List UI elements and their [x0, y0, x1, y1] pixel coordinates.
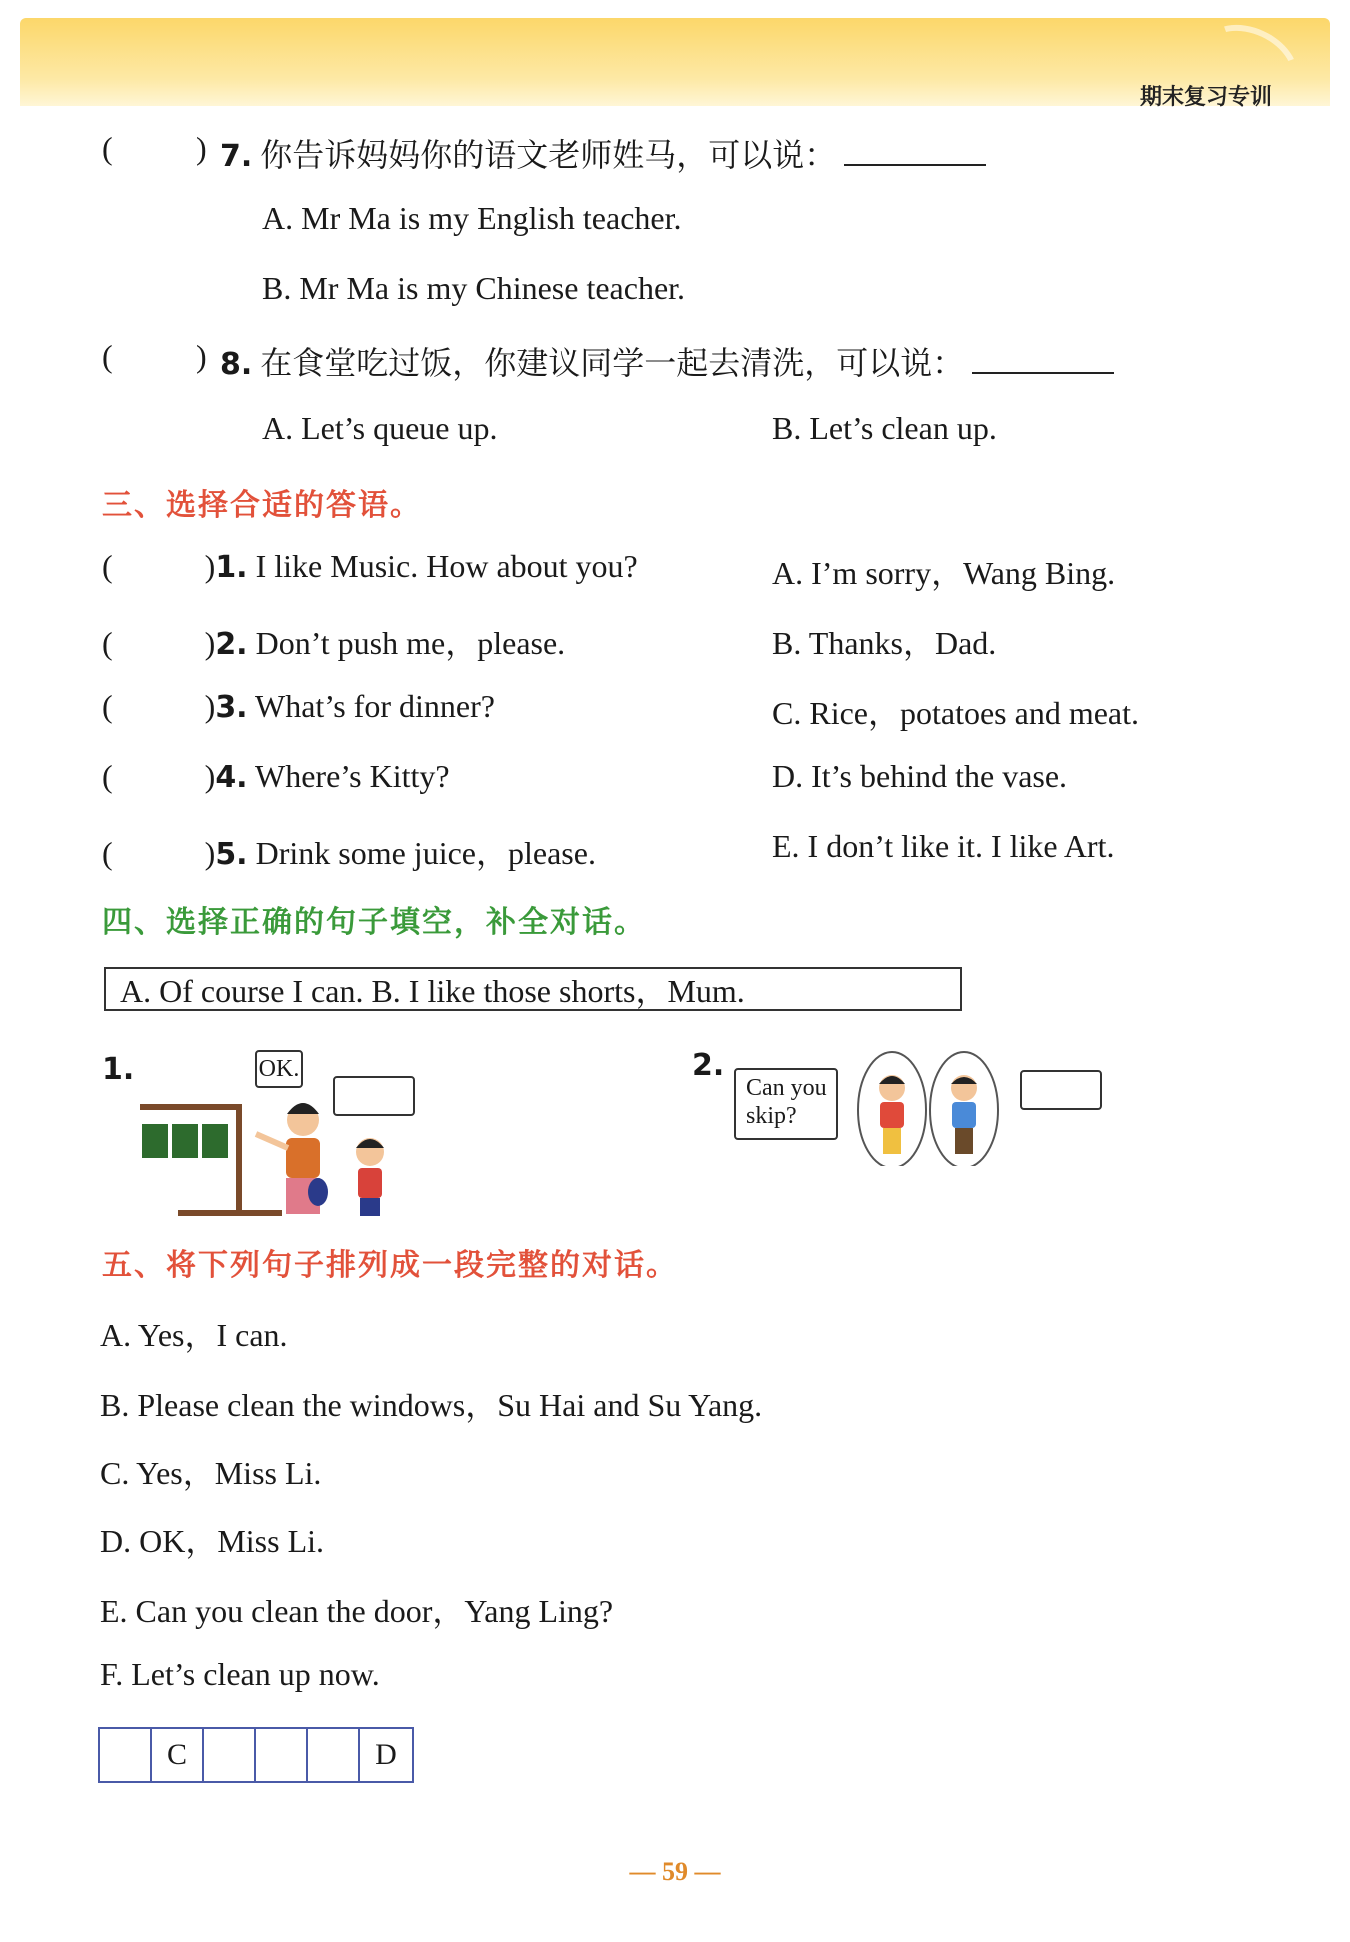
- s3-answer-b: B. Thanks，Dad.: [772, 625, 997, 661]
- section-3-title: 三、选择合适的答语。: [102, 488, 422, 523]
- question-number: 3.: [215, 690, 248, 725]
- question-text: 你告诉妈妈你的语文老师姓马，可以说：: [260, 137, 837, 173]
- empty-speech-bubble[interactable]: [333, 1076, 415, 1116]
- page-number: — 59 —: [629, 1857, 721, 1886]
- s3-answer-e: E. I don’t like it. I like Art.: [772, 828, 1115, 864]
- order-cell-5[interactable]: [308, 1729, 360, 1781]
- shorts-icon: [202, 1124, 228, 1158]
- question-text: Don’t push me，please.: [255, 625, 566, 661]
- girl-shorts: [883, 1128, 901, 1154]
- question-number: 7.: [220, 139, 253, 174]
- q8-option-b: B. Let’s clean up.: [772, 410, 997, 446]
- dialogue-line-c: C. Yes，Miss Li.: [100, 1455, 322, 1491]
- answer-paren-open: (: [102, 130, 113, 166]
- boy-shirt: [952, 1102, 976, 1128]
- figure-2-illustration: [850, 1048, 1010, 1166]
- s3-question-1: ( )1. I like Music. How about you?: [102, 548, 638, 585]
- question-number: 1.: [215, 550, 248, 585]
- dialogue-line-d: D. OK，Miss Li.: [100, 1523, 325, 1559]
- question-7: [220, 130, 986, 176]
- section-5-title: 五、将下列句子排列成一段完整的对话。: [102, 1248, 678, 1283]
- s3-answer-a: A. I’m sorry，Wang Bing.: [772, 555, 1116, 591]
- mother-hair: [287, 1103, 319, 1114]
- question-8: [220, 338, 1114, 384]
- answer-blank[interactable]: [972, 344, 1114, 374]
- s3-question-5: ( )5. Drink some juice，please.: [102, 835, 596, 872]
- speech-bubble-can-you-skip: [734, 1068, 838, 1140]
- figure-1-label: 1.: [102, 1052, 135, 1087]
- clothes-rack-bar: [140, 1104, 236, 1110]
- dialogue-line-b: B. Please clean the windows，Su Hai and Su Yang.: [100, 1387, 763, 1423]
- q7-option-b: B. Mr Ma is my Chinese teacher.: [262, 270, 686, 306]
- clothes-rack-post: [236, 1104, 242, 1216]
- order-cell-4[interactable]: [256, 1729, 308, 1781]
- answer-paren-close: ): [196, 338, 207, 374]
- child-hair: [356, 1139, 384, 1148]
- answer-blank[interactable]: [844, 136, 986, 166]
- child-shirt: [358, 1168, 382, 1198]
- s3-answer-d: D. It’s behind the vase.: [772, 758, 1068, 794]
- shorts-icon: [172, 1124, 198, 1158]
- mother-shirt: [286, 1138, 320, 1178]
- shorts-icon: [142, 1124, 168, 1158]
- s3-question-2: ( )2. Don’t push me，please.: [102, 625, 566, 662]
- question-number: 2.: [215, 627, 248, 662]
- empty-speech-bubble[interactable]: [1020, 1070, 1102, 1110]
- boy-shorts: [955, 1128, 973, 1154]
- answer-paren-open: (: [102, 338, 113, 374]
- order-cell-6[interactable]: D: [375, 1738, 397, 1771]
- question-number: 8.: [220, 347, 253, 382]
- figure-2-label: 2.: [692, 1048, 725, 1083]
- bubble-line-2: skip?: [746, 1103, 797, 1129]
- pointing-arm: [256, 1134, 288, 1148]
- header-title: 期末复习专训: [1139, 85, 1272, 110]
- question-text: I like Music. How about you?: [255, 548, 638, 584]
- girl-hair: [879, 1076, 905, 1084]
- dialogue-line-e: E. Can you clean the door，Yang Ling?: [100, 1593, 614, 1629]
- order-cell-2[interactable]: C: [152, 1729, 204, 1781]
- handbag: [308, 1178, 328, 1206]
- boy-hair: [951, 1077, 977, 1084]
- question-text: 在食堂吃过饭，你建议同学一起去清洗，可以说：: [260, 345, 965, 381]
- section-4-title: 四、选择正确的句子填空，补全对话。: [102, 905, 646, 940]
- question-text: Drink some juice，please.: [255, 835, 596, 871]
- speech-bubble-ok: OK.: [255, 1050, 303, 1088]
- order-cell-1[interactable]: [100, 1729, 152, 1781]
- header-banner: [20, 18, 1330, 110]
- question-text: What’s for dinner?: [255, 688, 495, 724]
- child-shorts: [360, 1198, 380, 1216]
- question-number: 4.: [215, 760, 248, 795]
- question-number: 5.: [215, 837, 248, 872]
- bubble-line-1: Can you: [746, 1075, 827, 1101]
- dialogue-line-a: A. Yes，I can.: [100, 1317, 288, 1353]
- s3-question-4: ( )4. Where’s Kitty?: [102, 758, 450, 795]
- answer-paren-close: ): [196, 130, 207, 166]
- sentence-choices-box: A. Of course I can. B. I like those shorts，Mum.: [104, 967, 962, 1011]
- order-cell-3[interactable]: [204, 1729, 256, 1781]
- dialogue-line-f: F. Let’s clean up now.: [100, 1656, 380, 1692]
- order-answer-grid: [98, 1727, 414, 1783]
- s3-answer-c: C. Rice，potatoes and meat.: [772, 695, 1140, 731]
- clothes-rack-base: [178, 1210, 282, 1216]
- girl-shirt: [880, 1102, 904, 1128]
- s3-question-3: ( )3. What’s for dinner?: [102, 688, 495, 725]
- q8-option-a: A. Let’s queue up.: [262, 410, 498, 446]
- q7-option-a: A. Mr Ma is my English teacher.: [262, 200, 682, 236]
- question-text: Where’s Kitty?: [255, 758, 450, 794]
